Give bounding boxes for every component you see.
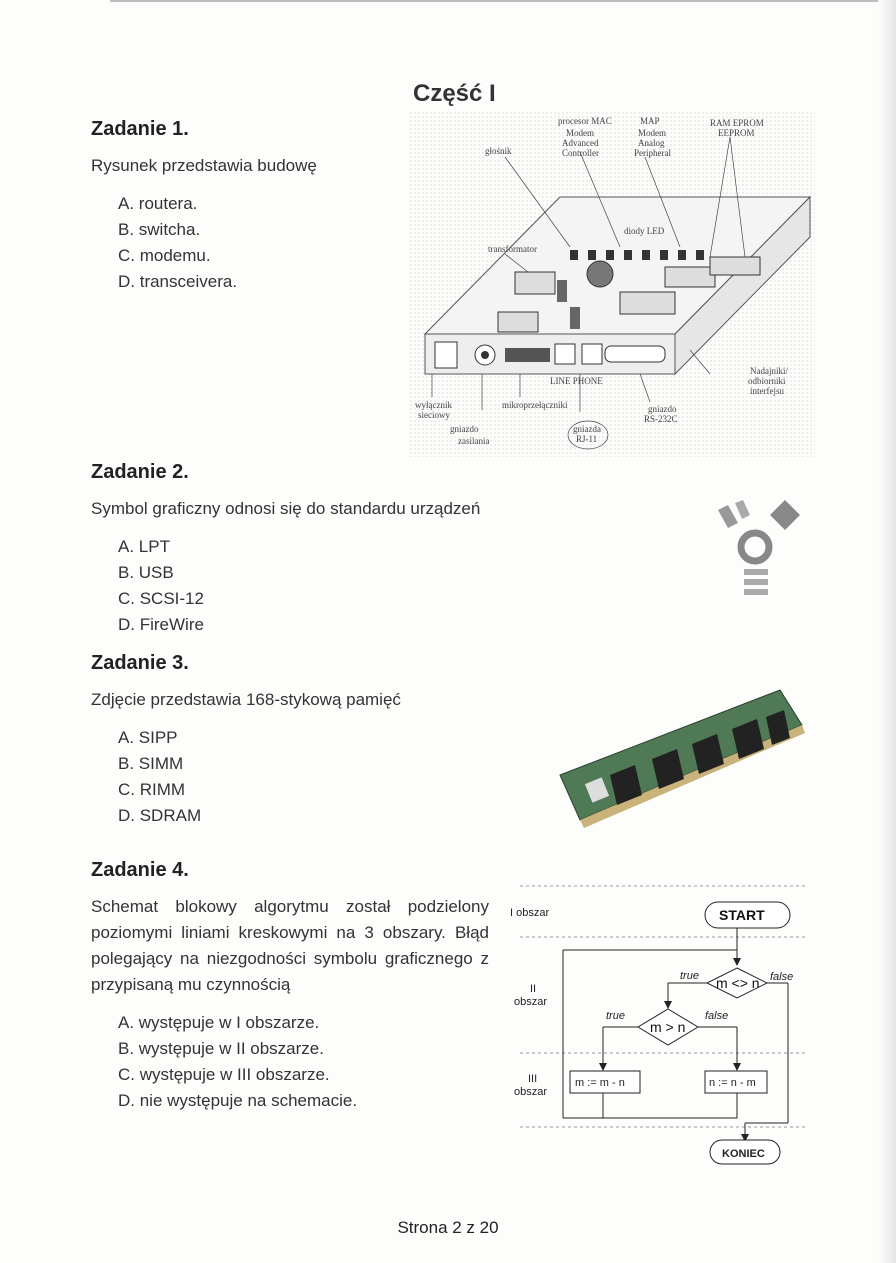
- task-1-options: [118, 191, 317, 295]
- label-zasilania: zasilania: [458, 436, 490, 446]
- label-analog: Analog: [638, 138, 665, 148]
- label-map: MAP: [640, 116, 660, 126]
- option-b[interactable]: B. SIMM: [118, 754, 184, 773]
- option-d[interactable]: D. nie występuje na schemacie.: [118, 1091, 358, 1110]
- label-peripheral: Peripheral: [634, 148, 671, 158]
- page-edge-shadow: [878, 0, 896, 1263]
- area-2-label: II: [530, 983, 537, 995]
- task-1: [91, 118, 317, 295]
- label-procesor: procesor MAC: [558, 116, 612, 126]
- label-modem-analog: Modem: [638, 128, 666, 138]
- label-glosnik: głośnik: [485, 146, 512, 156]
- task-3-title: Zadanie 3.: [91, 652, 189, 674]
- option-b[interactable]: B. USB: [118, 563, 174, 582]
- label-sieciowy: sieciowy: [418, 410, 450, 420]
- area-3-label-b: obszar: [514, 1086, 548, 1098]
- flowchart-diagram: [505, 880, 815, 1170]
- label-ram: RAM EPROM: [710, 118, 764, 128]
- false-label-1: false: [770, 971, 794, 983]
- option-a[interactable]: A. występuje w I obszarze.: [118, 1013, 320, 1032]
- option-a[interactable]: A. LPT: [118, 537, 170, 556]
- option-a[interactable]: A. routera.: [118, 194, 198, 213]
- label-odbiorniki: odbiorniki: [748, 376, 786, 386]
- task-4-question: Schemat blokowy algorytmu został podzielony poziomymi liniami kreskowymi na 3 obszary. Błąd polegający na niezgodności symbolu graficznego z przypisaną mu czynnością: [91, 897, 489, 994]
- task-2-question: Symbol graficzny odnosi się do standardu urządzeń: [91, 499, 481, 518]
- task-4: [91, 859, 489, 1114]
- task-2-title: Zadanie 2.: [91, 461, 189, 483]
- task-2-options: [118, 534, 480, 638]
- label-rj11: RJ-11: [576, 434, 598, 444]
- option-d[interactable]: D. SDRAM: [118, 806, 202, 825]
- label-leds: diody LED: [624, 226, 665, 236]
- option-d[interactable]: D. transceivera.: [118, 272, 238, 291]
- option-b[interactable]: B. switcha.: [118, 220, 201, 239]
- true-label-2: true: [606, 1010, 625, 1022]
- task-3-question: Zdjęcie przedstawia 168-stykową pamięć: [91, 690, 401, 709]
- label-rs232: RS-232C: [644, 414, 678, 424]
- top-edge-line: [110, 0, 890, 2]
- label-transformator: transformator: [488, 244, 537, 254]
- label-interfejsu: interfejsu: [750, 386, 784, 396]
- task-1-title: Zadanie 1.: [91, 118, 189, 140]
- label-gniazda-rj: gniazda: [573, 424, 601, 434]
- ram-module-image: [540, 680, 810, 840]
- false-label-2: false: [705, 1010, 729, 1022]
- option-b[interactable]: B. występuje w II obszarze.: [118, 1039, 324, 1058]
- task-2: [91, 461, 480, 638]
- label-gniazdo-zas: gniazdo: [450, 424, 479, 434]
- option-a[interactable]: A. SIPP: [118, 728, 178, 747]
- firewire-symbol-icon: [700, 495, 810, 605]
- label-advanced: Advanced: [562, 138, 599, 148]
- area-1-label: I obszar: [510, 907, 550, 919]
- part-title: Część I: [413, 80, 496, 107]
- label-line-phone: LINE PHONE: [550, 376, 603, 386]
- area-2-label-b: obszar: [514, 996, 548, 1008]
- option-d[interactable]: D. FireWire: [118, 615, 204, 634]
- box-m-minus-n: m := m - n: [575, 1077, 625, 1089]
- task-3: [91, 652, 401, 829]
- start-node: START: [719, 907, 765, 923]
- label-nadajniki: Nadajniki/: [750, 366, 788, 376]
- task-4-options: [118, 1010, 489, 1114]
- option-c[interactable]: C. RIMM: [118, 780, 186, 799]
- area-3-label: III: [528, 1073, 538, 1085]
- condition-m-neq-n: m <> n: [716, 975, 760, 991]
- task-4-title: Zadanie 4.: [91, 859, 189, 881]
- label-gniazdo-rs: gniazdo: [648, 404, 677, 414]
- label-modem-adv: Modem: [566, 128, 594, 138]
- option-c[interactable]: C. modemu.: [118, 246, 211, 265]
- option-c[interactable]: C. SCSI-12: [118, 589, 204, 608]
- page-number: Strona 2 z 20: [397, 1218, 499, 1237]
- option-c[interactable]: C. występuje w III obszarze.: [118, 1065, 330, 1084]
- box-n-minus-m: n := n - m: [709, 1077, 756, 1089]
- task-3-options: [118, 725, 401, 829]
- label-wylacznik: wyłącznik: [415, 400, 452, 410]
- end-node: KONIEC: [722, 1148, 765, 1160]
- modem-board-figure: [410, 112, 815, 457]
- label-controller: Controller: [562, 148, 599, 158]
- true-label-1: true: [680, 970, 699, 982]
- condition-m-gt-n: m > n: [650, 1019, 686, 1035]
- label-eeprom: EEPROM: [718, 128, 755, 138]
- label-mikro: mikroprzełączniki: [502, 400, 568, 410]
- task-1-question: Rysunek przedstawia budowę: [91, 156, 317, 175]
